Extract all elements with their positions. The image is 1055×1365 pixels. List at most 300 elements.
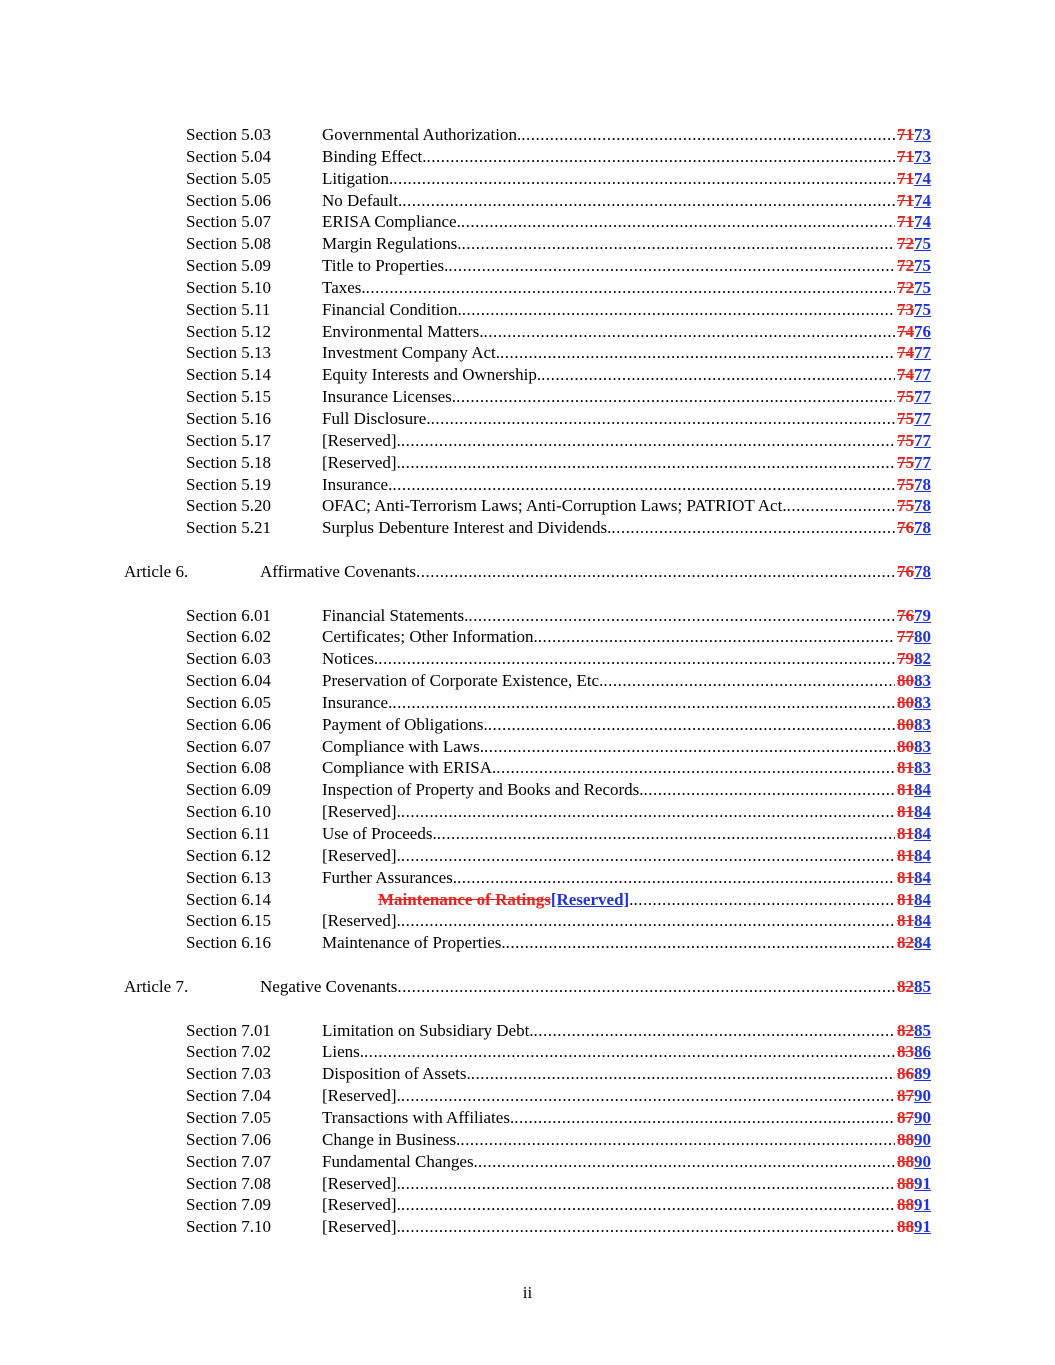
inserted-page-number: 79 [914,605,931,625]
toc-entry-number: Section 5.16 [186,408,271,428]
toc-article-row[interactable] [0,976,1055,998]
deleted-page-number: 73 [897,299,914,319]
deleted-page-number: 81 [897,845,914,865]
toc-page-number [897,211,931,233]
dot-leader [392,692,895,714]
toc-entry-line [322,1085,931,1107]
deleted-page-number: 74 [897,343,914,363]
toc-article-row[interactable] [0,561,1055,583]
deleted-page-number: 71 [897,125,914,144]
toc-entry-title: Payment of Obligations. [322,714,488,734]
toc-entry-title: Margin Regulations. [322,234,462,254]
toc-entry-line [322,495,931,517]
toc-page-number [897,932,931,954]
toc-entry-line [322,845,931,867]
toc-section-row[interactable] [0,408,1055,430]
dot-leader [461,211,895,233]
toc-entry-line [260,976,931,998]
toc-entry-number: Section 5.21 [186,518,271,538]
toc-entry-number: Section 7.04 [186,1086,271,1106]
deleted-page-number: 74 [897,365,914,385]
dot-leader [456,386,895,408]
inserted-page-number: 90 [914,1151,931,1171]
inserted-page-number: 77 [914,430,931,450]
toc-page-number [897,648,931,670]
toc-entry-title: [Reserved]. [322,802,401,822]
toc-page-number [897,1194,931,1216]
inserted-page-number: 84 [914,889,931,909]
dot-leader [378,648,895,670]
toc-entry-line [260,561,931,583]
dot-leader [401,801,895,823]
dot-leader [484,736,895,758]
toc-page-number [897,452,931,474]
deleted-page-number: 72 [897,234,914,254]
dot-leader [401,1173,895,1195]
toc-entry-title: [Reserved]. [322,1086,401,1106]
toc-entry-line [322,1107,931,1129]
toc-section-row[interactable] [0,386,1055,408]
toc-entry-number: Section 7.05 [186,1107,271,1127]
toc-entry-line [322,648,931,670]
toc-page-number [897,1107,931,1129]
toc-page-number [897,1085,931,1107]
inserted-page-number: 84 [914,824,931,843]
toc-entry-title: Environmental Matters. [322,321,484,341]
inserted-page-number: 74 [914,212,931,232]
toc-entry-number: Section 7.06 [186,1129,271,1149]
dot-leader [393,168,895,190]
toc-entry-line [322,452,931,474]
toc-entry-title: Financial Condition. [322,299,462,319]
toc-entry-title: Limitation on Subsidiary Debt. [322,1020,534,1040]
toc-section-row[interactable] [0,1151,1055,1173]
toc-page-number [897,692,931,714]
toc-entry-line [322,386,931,408]
toc-section-row[interactable] [0,1041,1055,1063]
toc-section-row[interactable] [0,605,1055,627]
toc-section-row[interactable] [0,255,1055,277]
inserted-page-number: 75 [914,256,931,276]
toc-entry-line [322,124,931,146]
deleted-page-number: 88 [897,1173,914,1193]
toc-page-number [897,823,931,845]
toc-entry-line [322,1041,931,1063]
dot-leader [402,190,895,212]
toc-page-number [897,976,931,998]
inserted-page-number: 74 [914,190,931,210]
toc-entry-title: Taxes. [322,277,366,297]
toc-page-number [897,801,931,823]
toc-section-row[interactable] [0,714,1055,736]
dot-leader [401,452,895,474]
toc-entry-number: Section 5.06 [186,190,271,210]
toc-entry-title: [Reserved]. [322,430,401,450]
deleted-page-number: 71 [897,146,914,166]
inserted-page-number: 77 [914,343,931,363]
toc-entry-line [322,1173,931,1195]
toc-entry-number: Article 6. [124,561,189,581]
toc-entry-number: Section 7.09 [186,1195,271,1215]
toc-entry-line [322,233,931,255]
deleted-page-number: 82 [897,1020,914,1040]
toc-section-row[interactable] [0,845,1055,867]
inserted-page-number: 75 [914,277,931,297]
inserted-page-number: 84 [914,867,931,887]
toc-entry-title: Use of Proceeds. [322,824,437,843]
toc-entry-title: Binding Effect. [322,146,427,166]
toc-section-row[interactable] [0,670,1055,692]
toc-page-number [897,670,931,692]
toc-entry-number: Section 7.03 [186,1064,271,1084]
toc-entry-line [322,867,931,889]
toc-section-row[interactable] [0,867,1055,889]
dot-leader [534,1020,895,1042]
deleted-page-number: 81 [897,889,914,909]
toc-entry-line [322,910,931,932]
dot-leader [366,277,895,299]
dot-leader [471,1063,895,1085]
toc-page-number [897,168,931,190]
toc-entry-title: Negative Covenants [260,976,398,996]
inserted-page-number: 83 [914,714,931,734]
inserted-page-number: 77 [914,365,931,385]
dot-leader [633,889,895,911]
toc-section-row[interactable] [0,233,1055,255]
inserted-page-number: 90 [914,1129,931,1149]
toc-section-row[interactable] [0,910,1055,932]
toc-page-number [897,736,931,758]
toc-entry-number: Section 6.03 [186,649,271,669]
toc-entry-title: OFAC; Anti-Terrorism Laws; Anti-Corruption Laws; PATRIOT Act. [322,496,787,516]
dot-leader [401,1194,895,1216]
toc-entry-line [322,889,931,911]
toc-entry-number: Section 6.04 [186,671,271,691]
toc-entry-line [322,757,931,779]
toc-section-row[interactable] [0,1063,1055,1085]
dot-leader [460,1129,895,1151]
toc-entry-number: Section 5.18 [186,452,271,472]
inserted-page-number: 78 [914,518,931,538]
toc-entry-line [322,168,931,190]
deleted-page-number: 74 [897,321,914,341]
deleted-page-number: 81 [897,824,914,843]
toc-section-row[interactable] [0,1129,1055,1151]
toc-entry-title: Insurance. [322,474,393,494]
toc-section-row[interactable] [0,474,1055,496]
inserted-page-number: 91 [914,1217,931,1237]
toc-entry-line [322,692,931,714]
toc-page-number [897,299,931,321]
toc-section-row[interactable] [0,932,1055,954]
toc-entry-title: [Reserved]. [322,911,401,931]
dot-leader [611,517,895,539]
dot-leader [457,867,895,889]
dot-leader [397,976,895,998]
deleted-page-number: 76 [897,561,914,581]
toc-section-row[interactable] [0,364,1055,386]
dot-leader [437,823,895,845]
inserted-page-number: 83 [914,692,931,712]
toc-entry-title: Financial Statements. [322,605,469,625]
toc-entry-title: Full Disclosure. [322,408,431,428]
toc-section-row[interactable] [0,517,1055,539]
toc-section-row[interactable] [0,495,1055,517]
deleted-page-number: 86 [897,1064,914,1084]
dot-leader [478,1151,895,1173]
inserted-page-number: 73 [914,146,931,166]
toc-entry-title: Insurance. [322,692,393,712]
inserted-page-number: 78 [914,496,931,516]
deleted-page-number: 80 [897,736,914,756]
dot-leader [401,910,895,932]
toc-section-row[interactable] [0,692,1055,714]
toc-entry-title: [Reserved]. [322,1217,401,1237]
toc-entry-title: Inspection of Property and Books and Records. [322,780,644,800]
toc-entry-title: No Default. [322,190,403,210]
deleted-page-number: 82 [897,976,914,996]
toc-entry-number: Section 5.17 [186,430,271,450]
toc-entry-number: Section 7.02 [186,1042,271,1062]
toc-entry-title: Notices. [322,649,379,669]
toc-entry-title: [Reserved]. [322,1173,401,1193]
inserted-page-number: 91 [914,1195,931,1215]
toc-entry-number: Section 6.09 [186,780,271,800]
deleted-page-number: 75 [897,387,914,407]
toc-section-row[interactable] [0,1085,1055,1107]
toc-entry-number: Section 6.16 [186,933,271,953]
toc-entry-line [322,430,931,452]
deleted-page-number: 77 [897,627,914,647]
toc-section-row[interactable] [0,168,1055,190]
deleted-page-number: 76 [897,518,914,538]
toc-entry-line [322,932,931,954]
inserted-page-number: 77 [914,452,931,472]
toc-entry-number: Section 5.08 [186,234,271,254]
toc-section-row[interactable] [0,889,1055,911]
toc-section-row[interactable] [0,299,1055,321]
toc-section-row[interactable] [0,1173,1055,1195]
toc-section-row[interactable] [0,430,1055,452]
toc-section-row[interactable] [0,1194,1055,1216]
inserted-page-number: 77 [914,387,931,407]
inserted-page-number: 90 [914,1107,931,1127]
toc-page-number [897,342,931,364]
toc-section-row[interactable] [0,146,1055,168]
toc-section-row[interactable] [0,277,1055,299]
inserted-page-number: 73 [914,125,931,144]
deleted-page-number: 75 [897,408,914,428]
deleted-page-number: 80 [897,671,914,691]
dot-leader [401,845,895,867]
toc-entry-title: Transactions with Affiliates. [322,1107,515,1127]
toc-entry-number: Section 5.03 [186,125,271,144]
toc-entry-number: Section 5.15 [186,387,271,407]
toc-page-number [897,321,931,343]
toc-page-number [897,124,931,146]
toc-entry-number: Section 5.12 [186,321,271,341]
deleted-page-number: 71 [897,168,914,188]
toc-section-row[interactable] [0,211,1055,233]
toc-page-number [897,779,931,801]
toc-entry-line [322,823,931,845]
dot-leader [488,714,895,736]
dot-leader [538,626,895,648]
inserted-page-number: 83 [914,758,931,778]
deleted-page-number: 87 [897,1107,914,1127]
deleted-page-number: 87 [897,1086,914,1106]
toc-entry-title: [Reserved]. [322,845,401,865]
toc-section-row[interactable] [0,1216,1055,1238]
toc-section-row[interactable] [0,648,1055,670]
toc-entry-title: Preservation of Corporate Existence, Etc. [322,671,604,691]
toc-page-number [897,889,931,911]
toc-entry-title: Equity Interests and Ownership. [322,365,542,385]
toc-entry-line [322,1194,931,1216]
toc-entry-number: Section 7.08 [186,1173,271,1193]
toc-section-row[interactable] [0,736,1055,758]
toc-entry-line [322,364,931,386]
toc-entry-line [322,605,931,627]
toc-section-row[interactable] [0,626,1055,648]
deleted-page-number: 75 [897,474,914,494]
toc-section-row[interactable] [0,823,1055,845]
inserted-page-number: 85 [914,1020,931,1040]
inserted-page-number: 86 [914,1042,931,1062]
toc-entry-title [322,889,633,911]
inserted-page-number: 89 [914,1064,931,1084]
toc-entry-line [322,626,931,648]
deleted-title-text: Maintenance of Ratings [378,889,551,909]
toc-entry-title: Further Assurances. [322,867,458,887]
deleted-page-number: 72 [897,277,914,297]
dot-leader [500,342,895,364]
toc-entry-line [322,190,931,212]
dot-leader [468,605,895,627]
toc-entry-line [322,1151,931,1173]
toc-page-number [897,277,931,299]
dot-leader [401,1216,895,1238]
toc-section-row[interactable] [0,124,1055,146]
toc-entry-number: Section 7.07 [186,1151,271,1171]
inserted-title-text: [Reserved] [550,889,630,909]
toc-page-number [897,364,931,386]
deleted-page-number: 82 [897,933,914,953]
toc-entry-line [322,299,931,321]
toc-section-row[interactable] [0,190,1055,212]
deleted-page-number: 81 [897,867,914,887]
toc-entry-title: ERISA Compliance. [322,212,461,232]
toc-entry-line [322,474,931,496]
toc-entry-title: [Reserved]. [322,452,401,472]
toc-page-number [897,1020,931,1042]
toc-section-row[interactable] [0,757,1055,779]
dot-leader [644,779,895,801]
toc-entry-line [322,342,931,364]
toc-entry-title: Litigation. [322,168,394,188]
deleted-page-number: 88 [897,1195,914,1215]
toc-entry-title: Change in Business. [322,1129,461,1149]
toc-entry-number: Section 6.12 [186,845,271,865]
toc-entry-number: Section 5.14 [186,365,271,385]
toc-entry-number: Section 6.10 [186,802,271,822]
toc-entry-number: Section 5.13 [186,343,271,363]
toc-section-row[interactable] [0,342,1055,364]
toc-page-number [897,626,931,648]
toc-section-row[interactable] [0,779,1055,801]
toc-entry-line [322,1020,931,1042]
toc-section-row[interactable] [0,1107,1055,1129]
deleted-page-number: 81 [897,911,914,931]
inserted-page-number: 82 [914,649,931,669]
toc-entry-number: Section 6.07 [186,736,271,756]
dot-leader [401,1085,895,1107]
toc-page-number [897,1216,931,1238]
page-number: ii [522,1283,533,1302]
toc-entry-number: Section 5.20 [186,496,271,516]
toc-page-number [897,714,931,736]
toc-entry-title: Liens. [322,1042,365,1062]
toc-entry-number: Section 5.07 [186,212,271,232]
toc-entry-title: Certificates; Other Information. [322,627,538,647]
toc-section-row[interactable] [0,321,1055,343]
deleted-page-number: 71 [897,190,914,210]
toc-entry-line [322,779,931,801]
toc-entry-number: Section 5.05 [186,168,271,188]
toc-entry-number: Section 6.01 [186,605,271,625]
dot-leader [541,364,895,386]
toc-section-row[interactable] [0,452,1055,474]
toc-entry-line [322,714,931,736]
toc-section-row[interactable] [0,1020,1055,1042]
toc-entry-line [322,1216,931,1238]
toc-entry-number: Section 5.10 [186,277,271,297]
dot-leader [521,124,895,146]
toc-page-number [897,517,931,539]
deleted-page-number: 76 [897,605,914,625]
toc-page-number [897,910,931,932]
dot-leader [506,932,895,954]
toc-entry-number: Article 7. [124,976,189,996]
toc-entry-number: Section 5.09 [186,256,271,276]
toc-entry-title: Affirmative Covenants [260,561,416,581]
inserted-page-number: 80 [914,627,931,647]
inserted-page-number: 84 [914,802,931,822]
deleted-page-number: 79 [897,649,914,669]
deleted-page-number: 88 [897,1217,914,1237]
toc-entry-title: Maintenance of Properties. [322,933,506,953]
toc-page-number [897,605,931,627]
deleted-page-number: 80 [897,692,914,712]
inserted-page-number: 75 [914,299,931,319]
inserted-page-number: 78 [914,561,931,581]
inserted-page-number: 84 [914,780,931,800]
toc-section-row[interactable] [0,801,1055,823]
deleted-page-number: 75 [897,496,914,516]
inserted-page-number: 85 [914,976,931,996]
toc-entry-title: Governmental Authorization. [322,125,522,144]
inserted-page-number: 83 [914,736,931,756]
dot-leader [427,146,896,168]
toc-entry-title: Disposition of Assets. [322,1064,471,1084]
toc-page-number [897,495,931,517]
dot-leader [514,1107,895,1129]
toc-entry-line [322,1063,931,1085]
toc-entry-line [322,801,931,823]
toc-entry-title: Title to Properties. [322,256,449,276]
toc-page-number [897,561,931,583]
toc-page-number [897,867,931,889]
